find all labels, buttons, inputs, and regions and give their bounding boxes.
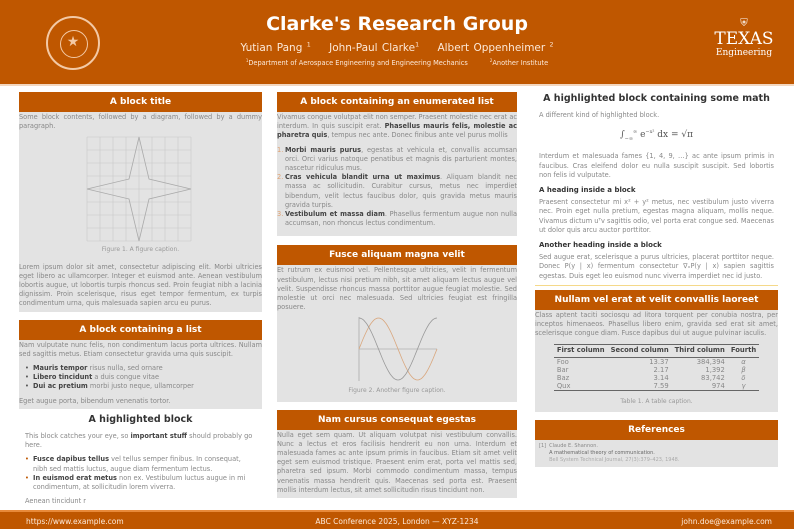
column-1 bbox=[19, 92, 262, 506]
table-cell: γ bbox=[728, 382, 759, 391]
highlighted-block: A highlighted block This block catches your eye, so important stuff should probably go here. • Fusce dapibus tellus vel tellus semper finibus. In consequat, nibh sed mattis luctus, augue diam fermentum lectus. • In euismod erat metus non ex. Vestibulum luctus augue in mi condimentum, at sollicitudin lorem viverra. Aenean tincidunt r bbox=[19, 415, 262, 507]
block-heading: A block containing a list bbox=[19, 320, 262, 340]
references-block: References [1] Claude E. Shannon. A mathematical theory of communication. Bell System Technical Journal, 27(3):379–423, 1948. bbox=[535, 420, 778, 467]
email-link[interactable]: john.doe@example.com bbox=[681, 517, 772, 526]
bullet-list bbox=[25, 455, 256, 492]
bullet-list bbox=[25, 364, 262, 392]
block-heading: Nullam vel erat at velit convallis laoreet bbox=[535, 290, 778, 310]
table-cell: α bbox=[741, 357, 746, 366]
table-cell: 2.17 bbox=[653, 365, 669, 374]
author: John-Paul Clarke$^1$ bbox=[329, 41, 420, 54]
block-heading: A block containing an enumerated list bbox=[277, 92, 517, 112]
poster-header bbox=[0, 0, 794, 86]
integral-equation: $\int_{-\infty}^\infty$ $e^{-x^2}$ dx = √π bbox=[619, 129, 694, 143]
list-item: • Libero tincidunt a duis congue vitae bbox=[25, 373, 160, 382]
shield-icon: ⛨ bbox=[740, 18, 748, 29]
figure-block: Fusce aliquam magna velit Et rutrum ex euismod vel. Pellentesque ultricies, velit in fermentum vestibulum, lectus nisi pretium nibh, sit amet aliquam lectus augue vel velit. Suspendisse rhoncus massa porttitor augue feugiat molestie. Sed molestie ut orci nec malesuada. Sed ultricies feugiat est fringilla posuere. Figure 2. Another figure caption. bbox=[277, 245, 517, 401]
conference-info: ABC Conference 2025, London — XYZ-1234 bbox=[315, 517, 479, 526]
block-heading: References bbox=[535, 420, 778, 440]
poster-title: Clarke's Research Group bbox=[266, 13, 528, 35]
affiliation: $^1$Department of Aerospace Engineering and Engineering Mechanics bbox=[245, 58, 468, 68]
table-cell: 83,742 bbox=[701, 373, 725, 382]
university-seal-logo: ★ bbox=[46, 16, 100, 70]
block-heading: A block title bbox=[19, 92, 262, 112]
figure-caption: Figure 1. A figure caption. bbox=[101, 246, 180, 254]
block-text: Lorem ipsum dolor sit amet, consectetur adipiscing elit. Morbi ultricies eget libero ac ullamcorper. Integer et euismod ante. Aenean vestibulum lobortis augue, ut lobortis turpis rhoncus sed. Proin feugiat nibh a lacinia dignissim. Proin scelerisque, risus eget tempor fermentum, ex turpis condimentum urna, quis malesuada sapien arcu eu purus. bbox=[19, 262, 262, 308]
enumerated-list-block: A block containing an enumerated list Vivamus congue volutpat elit non semper. Praesent molestie nec erat ac interdum. In quis suscipit erat. Phasellus mauris felis, molestie ac pharetra quis, tempus nec ante. Donec finibus ante vel purus mollis 1. Morbi mauris purus, egestas at vehicula et, convallis accumsan orci. Orci varius natoque penatibus et magnis dis parturient montes, nascetur ridiculus mus. 2. Cras vehicula blandit urna ut maximus. Aliquam blandit nec massa ac sollicitudin. Curabitur cursus, metus nec imperdiet bibendum, velit lectus faucibus dolor, quis gravida metus mauris gravida turpis. 3. Vestibulum et massa diam. Phasellus fermentum augue non nulla accumsan, non rhoncus lectus condimentum. bbox=[277, 92, 517, 236]
column-3 bbox=[535, 92, 778, 467]
table-cell: 3.14 bbox=[653, 373, 669, 382]
table-row bbox=[554, 374, 759, 382]
block-heading: Fusce aliquam magna velit bbox=[277, 245, 517, 265]
list-item: • Mauris tempor risus nulla, sed ornare bbox=[25, 364, 163, 373]
text-block: Nam cursus consequat egestas Nulla eget sem quam. Ut aliquam volutpat nisi vestibulum convallis. Nunc a lectus et eros facilisis hendrerit eu non urna. Interdum et malesuada fames ac ante ipsum primis in faucibus. Etiam sit amet velit eget sem euismod tristique. Praesent enim erat, porta vel mattis sed, pharetra sed ipsum. Morbi commodo condimentum massa, tempus venenatis massa hendrerit quis. Maecenas sed porta est. Praesent mollis interdum lectus, sit amet sollicitudin risus tincidunt non. bbox=[277, 410, 517, 498]
table-row bbox=[554, 357, 759, 366]
table-cell: 974 bbox=[672, 382, 728, 391]
table-cell: 13.37 bbox=[649, 357, 669, 366]
texas-engineering-logo: ⛨ TEXAS Engineering bbox=[712, 18, 776, 58]
figure-caption: Figure 2. Another figure caption. bbox=[348, 387, 446, 395]
block-title-block bbox=[19, 92, 262, 312]
column-2 bbox=[277, 92, 517, 498]
table-cell: δ bbox=[741, 373, 746, 382]
author: Yutian Pang $^1$ bbox=[240, 41, 311, 54]
list-item: • In euismod erat metus non ex. Vestibulum luctus augue in mi condimentum, at sollicitudin lorem viverra. bbox=[25, 473, 246, 492]
table-block: Nullam vel erat at velit convallis laoreet Class aptent taciti sociosqu ad litora torquent per conubia nostra, per inceptos himenaeos. Phasellus libero enim, gravida sed erat sit amet, scelerisque congue diam. Fusce dapibus dui ut augue pulvinar iaculis. First column Second column Third column Fourth Foo 13.37 384,394 α Bar 2.17 1,392 β Baz 3.14 83,742 δ Qux 7.59 974 γ Table 1. A table caption. bbox=[535, 290, 778, 412]
table-row bbox=[554, 366, 759, 374]
list-item: • Dui ac pretium morbi justo neque, ullamcorper bbox=[25, 382, 194, 391]
table-cell: β bbox=[741, 365, 746, 374]
block-heading: A highlighted block containing some math bbox=[543, 93, 770, 104]
block-text: Some block contents, followed by a diagram, followed by a dummy paragraph. bbox=[19, 113, 262, 131]
list-item: • Fusce dapibus tellus vel tellus semper finibus. In consequat, nibh sed mattis luctus, augue diam fermentum lectus. bbox=[25, 455, 241, 473]
table-cell: 384,394 bbox=[696, 357, 725, 366]
table-caption: Table 1. A table caption. bbox=[620, 397, 693, 405]
enumerated-list bbox=[277, 146, 517, 229]
author: Albert Oppenheimer $^2$ bbox=[437, 41, 554, 54]
list-item: 3. Vestibulum et massa diam. Phasellus fermentum augue non nulla accumsan, non rhoncus lectus condimentum. bbox=[277, 210, 517, 228]
table-cell: Qux bbox=[554, 382, 608, 391]
list-block: A block containing a list Nam vulputate nunc felis, non condimentum lacus porta ultrices. Nullam sed sagittis metus. Etiam consectetur gravida urna quis suscipit. • Mauris tempor risus nulla, sed ornare • Libero tincidunt a duis congue vitae • Dui ac pretium morbi justo neque, ullamcorper Eget augue porta, bibendum venenatis tortor. bbox=[19, 320, 262, 409]
list-item: 1. Morbi mauris purus, egestas at vehicula et, convallis accumsan orci. Orci varius natoque penatibus et magnis dis parturient montes, nascetur ridiculus mus. bbox=[277, 145, 517, 173]
list-item: 2. Cras vehicula blandit urna ut maximus. Aliquam blandit nec massa ac sollicitudin. Curabitur cursus, metus nec imperdiet bibendum, velit lectus faucibus dolor, quis gravida metus mauris gravida turpis. bbox=[277, 173, 517, 209]
block-heading: A highlighted block bbox=[88, 413, 193, 425]
math-block: A highlighted block containing some math A different kind of highlighted block. $\int_{-\infty}^\infty$ $e^{-x^2}$ dx = √π Interdum et malesuada fames {1, 4, 9, …} ac ante ipsum primis in faucibus. Cras eleifend dolor eu nulla suscipit suscipit. Sed lobortis non felis id vulputate. A heading inside a block Praesent consectetur mi x² + y² metus, nec vestibulum justo viverra nec. Proin eget nulla pretium, egestas magna aliquam, mollis neque. Vivamus dictum uᵀv sagittis odio, vel porta erat congue sed. Maecenas ut dolor quis arcu auctor porttitor. Another heading inside a block Sed augue erat, scelerisque a purus ultricies, placerat porttitor neque. Donec P(y | x) fermentum consectetur ∇ₓP(y | x) sapien sagittis egestas. Duis eget leo euismod nunc viverra imperdiet nec id justo. bbox=[535, 94, 778, 286]
website-link[interactable]: https://www.example.com bbox=[26, 517, 124, 526]
table-cell: 1,392 bbox=[705, 365, 725, 374]
affiliations bbox=[0, 58, 794, 67]
affiliation: $^2$Another Institute bbox=[489, 58, 549, 68]
table-cell: Bar bbox=[556, 365, 569, 374]
poster-footer bbox=[0, 510, 794, 529]
author-list bbox=[0, 41, 794, 54]
star-diagram bbox=[19, 134, 262, 242]
table-cell: Foo bbox=[556, 357, 569, 366]
table-cell: 7.59 bbox=[608, 382, 672, 391]
data-table: First column Second column Third column Fourth Foo 13.37 384,394 α Bar 2.17 1,392 β Baz 3.14 83,742 δ Qux 7.59 974 γ bbox=[554, 344, 759, 390]
table-row bbox=[554, 382, 759, 391]
table-cell: Baz bbox=[556, 373, 570, 382]
sine-cosine-plot bbox=[277, 315, 517, 383]
block-heading: Nam cursus consequat egestas bbox=[277, 410, 517, 430]
